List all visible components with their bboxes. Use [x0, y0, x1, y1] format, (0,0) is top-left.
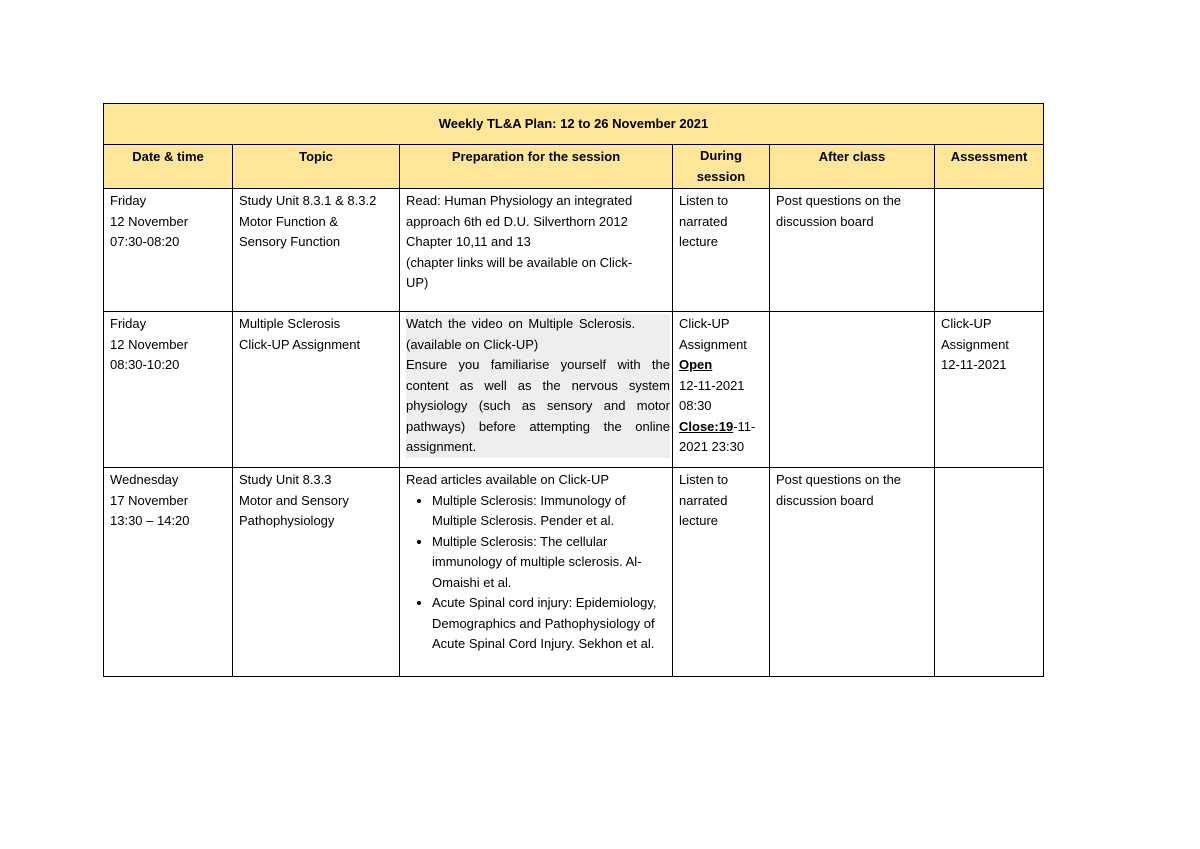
prep-line: (available on Click-UP): [406, 336, 539, 352]
during-line: narrated: [679, 213, 728, 229]
close-time: 2021 23:30: [679, 439, 745, 454]
assessment-line: 12-11-2021: [941, 357, 1007, 372]
after-line: Post questions on the: [776, 472, 902, 487]
table-row: [104, 312, 1044, 468]
topic-line: Motor and Sensory: [239, 492, 349, 508]
during-session-cell: [673, 189, 770, 312]
topic-line: Multiple Sclerosis: [239, 316, 341, 331]
date-date: 12 November: [110, 336, 189, 352]
date-time: 13:30 – 14:20: [110, 513, 190, 528]
assessment-cell: [935, 189, 1044, 312]
open-label: Open: [679, 357, 713, 372]
topic-line: Click-UP Assignment: [239, 336, 361, 352]
during-line: narrated: [679, 492, 728, 508]
during-line: Click-UP: [679, 316, 730, 331]
article-list: [406, 491, 666, 655]
weekly-plan-table: [103, 103, 1044, 677]
prep-line: UP): [406, 275, 429, 290]
after-class-cell: [770, 468, 935, 677]
assessment-line: Assignment: [941, 336, 1009, 352]
during-line: Listen to: [679, 472, 729, 487]
list-item: • Acute Spinal cord injury: Epidemiology, Demographics and Pathophysiology of Acute Spinal Cord Injury. Sekhon et al.: [432, 593, 666, 655]
prep-line: approach 6th ed D.U. Silverthorn 2012: [406, 213, 628, 229]
during-line: Assignment: [679, 336, 747, 352]
close-line: [679, 417, 763, 438]
open-time: 08:30: [679, 398, 712, 413]
date-date: 12 November: [110, 213, 189, 229]
during-line: Listen to: [679, 193, 729, 208]
open-date: 12-11-2021: [679, 377, 745, 393]
date-cell: [104, 468, 233, 677]
during-session-cell: [673, 468, 770, 677]
table-row: [104, 189, 1044, 312]
topic-line: Pathophysiology: [239, 513, 335, 528]
table-row: [104, 468, 1044, 677]
date-day: Friday: [110, 193, 147, 208]
during-line: lecture: [679, 513, 719, 528]
header-row: [104, 145, 1044, 189]
topic-cell: [233, 189, 400, 312]
topic-cell: [233, 468, 400, 677]
topic-line: Study Unit 8.3.1 & 8.3.2: [239, 193, 377, 208]
topic-line: Study Unit 8.3.3: [239, 472, 332, 487]
header-during-session: During session: [673, 145, 770, 189]
topic-cell: [233, 312, 400, 468]
assessment-cell: [935, 468, 1044, 677]
date-date: 17 November: [110, 492, 189, 508]
list-item: • Multiple Sclerosis: The cellular immunology of multiple sclerosis. Al-Omaishi et al.: [432, 532, 666, 594]
topic-line: Sensory Function: [239, 234, 341, 249]
prep-line: (chapter links will be available on Click-: [406, 254, 633, 270]
list-item: • Multiple Sclerosis: Immunology of Multiple Sclerosis. Pender et al.: [432, 491, 666, 532]
prep-paragraph: Ensure you familiarise yourself with the content as well as the nervous system physiology (such as sensory and motor pathways) before attempting the online assignment.: [406, 357, 670, 454]
prep-line: Read: Human Physiology an integrated: [406, 193, 633, 208]
prep-line: Chapter 10,11 and 13: [406, 234, 531, 249]
header-assessment: Assessment: [935, 145, 1044, 189]
preparation-cell: [400, 189, 673, 312]
after-line: discussion board: [776, 492, 874, 508]
topic-line: Motor Function &: [239, 213, 338, 229]
after-class-cell: [770, 189, 935, 312]
assessment-line: Click-UP: [941, 316, 992, 331]
header-date: Date & time: [104, 145, 233, 189]
close-day: 19: [718, 418, 734, 434]
during-session-cell: [673, 312, 770, 468]
after-line: discussion board: [776, 213, 874, 229]
date-day: Wednesday: [110, 472, 179, 487]
header-topic: Topic: [233, 145, 400, 189]
assessment-cell: [935, 312, 1044, 468]
after-class-cell: [770, 312, 935, 468]
during-line: lecture: [679, 234, 719, 249]
date-cell: [104, 312, 233, 468]
prep-line: Watch the video on Multiple Sclerosis.: [406, 316, 636, 331]
header-after-class: After class: [770, 145, 935, 189]
preparation-cell: [400, 468, 673, 677]
date-time: 08:30-10:20: [110, 357, 180, 372]
preparation-cell: [400, 312, 673, 468]
close-label: Close:: [679, 418, 719, 434]
date-time: 07:30-08:20: [110, 234, 180, 249]
close-month: -11-: [733, 418, 756, 434]
after-line: Post questions on the: [776, 193, 902, 208]
date-cell: [104, 189, 233, 312]
plan-title: Weekly TL&A Plan: 12 to 26 November 2021: [104, 104, 1044, 145]
header-preparation: Preparation for the session: [400, 145, 673, 189]
prep-intro: Read articles available on Click-UP: [406, 472, 610, 487]
date-day: Friday: [110, 316, 147, 331]
prep-shaded-block: [406, 314, 670, 458]
